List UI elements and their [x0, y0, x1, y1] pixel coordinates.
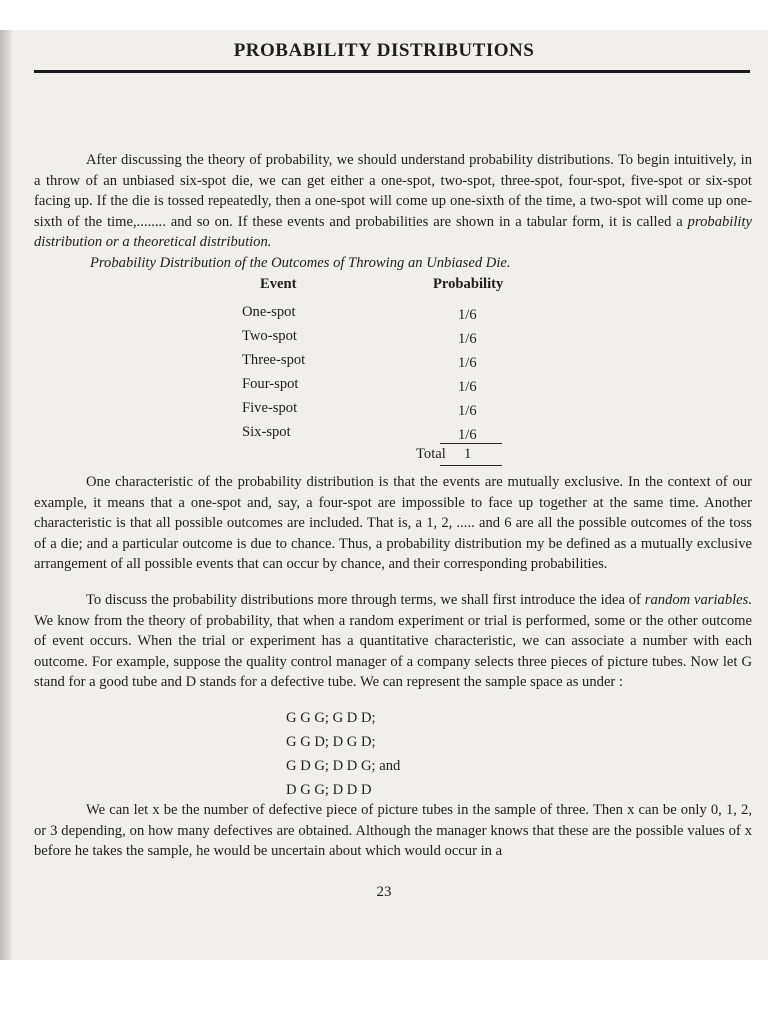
characteristic-paragraph: One characteristic of the probability distribution is that the events are mutually exclusive. In the context of our example, it means that a one-spot and, say, a four-spot are impossible to face up together at the same time. Another characteristic is that all possible outcomes are included. That is, a 1, 2, ..... and 6 are all the possible outcomes of the toss of a die; and a particular outcome is due to chance. Thus, a probability distribution my be defined as a mutually exclusive arrangement of all possible events that can occur by chance, and their corresponding probabilities.: [34, 474, 752, 572]
total-bottom-rule: [440, 465, 502, 466]
event-cell: Three-spot: [242, 352, 306, 368]
sample-space-line: G D G; D D G; and: [286, 758, 401, 774]
total-label: Total: [416, 446, 446, 462]
page-gutter-shadow: [0, 30, 12, 960]
probability-column: [458, 303, 477, 447]
total-top-rule: [440, 443, 502, 444]
probability-column-header: Probability: [433, 276, 504, 292]
sample-space-line: G G D; D G D;: [286, 734, 376, 750]
intro-text: After discussing the theory of probability, we should understand probability distributions. To begin intuitively, in a throw of an unbiased six-spot die, we can get either a one-spot, two-spot, three-spot, four-spot, five-spot or six-spot facing up. If the die is tossed repeatedly, then a one-spot will come up one-sixth of the time, a two-spot will come up one-sixth of the time,........ and so on. If these events and probabilities are shown in a tabular form, it is called a: [34, 152, 752, 230]
sample-space-line: G G G; G D D;: [286, 710, 376, 726]
event-column: [242, 300, 305, 444]
probability-cell: 1/6: [458, 355, 477, 371]
random-text-post: We know from the theory of probability, that when a random experiment or trial is performed, some or the other outcome of event occurs. When the trial or experiment has a quantitative characteristic, we can associate a number with each outcome. For example, suppose the quality control manager of a company selects three pieces of picture tubes. Now let G stand for a good tube and D stands for a defective tube. We can represent the sample space as under :: [34, 612, 752, 690]
event-cell: Six-spot: [242, 424, 291, 440]
probability-cell: 1/6: [458, 427, 477, 443]
probability-cell: 1/6: [458, 403, 477, 419]
random-variables-term: random variables.: [644, 592, 752, 608]
probability-cell: 1/6: [458, 379, 477, 395]
table-caption: Probability Distribution of the Outcomes of Throwing an Unbiased Die.: [90, 255, 511, 271]
total-value: 1: [464, 446, 472, 462]
event-cell: Five-spot: [242, 400, 298, 416]
page-header-title: PROBABILITY DISTRIBUTIONS: [233, 40, 535, 61]
intro-paragraph: [34, 150, 752, 253]
header-rule: [34, 70, 750, 73]
event-cell: Four-spot: [242, 376, 299, 392]
random-variables-paragraph: [34, 590, 752, 693]
page-number: 23: [376, 884, 392, 900]
random-text-pre: To discuss the probability distributions more through terms, we shall first introduce the idea of: [86, 592, 641, 608]
probability-cell: 1/6: [458, 307, 477, 323]
probability-cell: 1/6: [458, 331, 477, 347]
event-column-header: Event: [260, 276, 297, 292]
defective-text-b: are the possible values of x before he takes the sample, he would be uncertain about which would occur in a: [34, 822, 752, 859]
sample-space-line: D G G; D D D: [286, 782, 372, 798]
intro-italic-term: probability distribution or a theoretical distribution.: [34, 213, 752, 250]
defective-paragraph: [34, 800, 752, 862]
defective-text-a: We can let x be the number of defective piece of picture tubes in the sample of three. Then x can be only 0, 1, 2, or 3 depending, on how many defectives are obtained. Although the manager knows that these: [34, 802, 752, 839]
event-cell: Two-spot: [242, 328, 297, 344]
sample-space-list: [286, 706, 400, 802]
event-cell: One-spot: [242, 304, 296, 320]
